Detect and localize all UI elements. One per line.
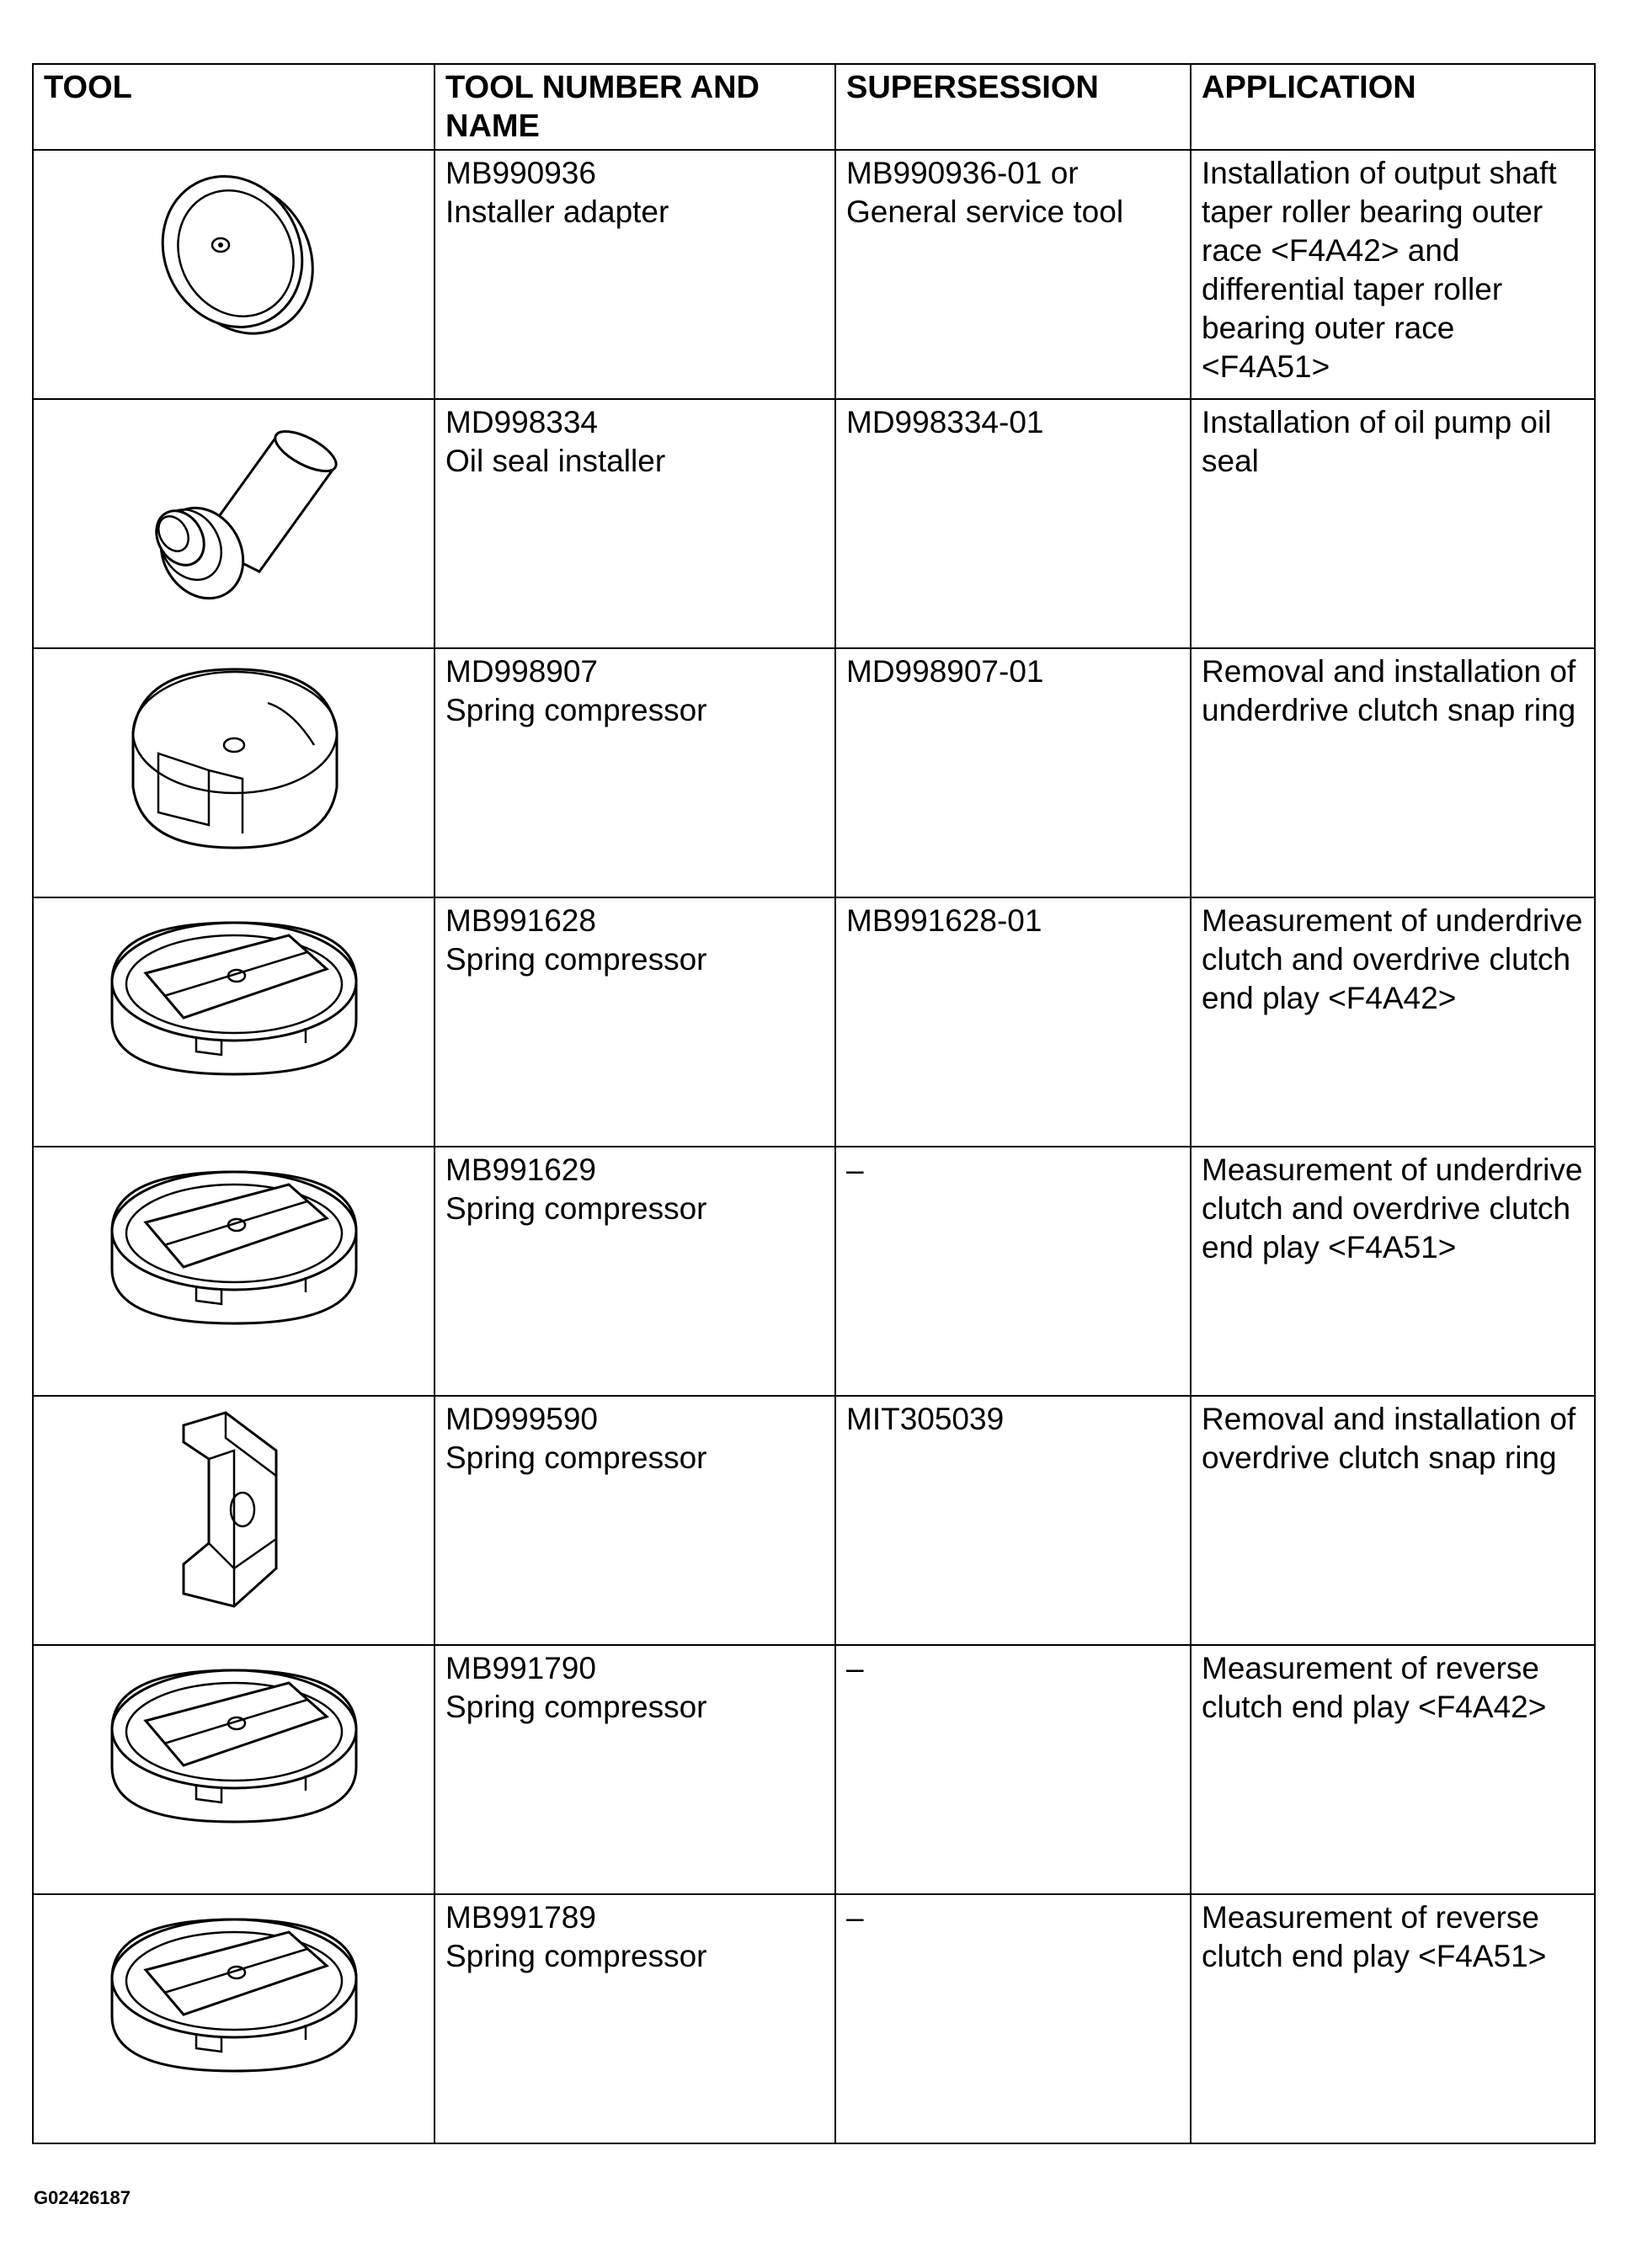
table-row <box>33 648 1595 897</box>
supersession-cell: MIT305039 <box>835 1396 1191 1645</box>
tool-number: MB991789 <box>445 1900 596 1935</box>
tool-name: Installer adapter <box>445 194 669 229</box>
tool-number: MB991628 <box>445 903 596 938</box>
spring-compressor-ring-icon <box>95 902 373 1087</box>
table-row <box>33 1396 1595 1645</box>
supersession-cell: MB991628-01 <box>835 897 1191 1147</box>
supersession-cell: MD998334-01 <box>835 399 1191 648</box>
tool-name: Spring compressor <box>445 1939 707 1973</box>
supersession-cell: – <box>835 1894 1191 2143</box>
table-row <box>33 897 1595 1147</box>
application-cell: Measurement of underdrive clutch and overdrive clutch end play <F4A51> <box>1191 1147 1595 1396</box>
tool-number: MD998907 <box>445 654 599 689</box>
application-cell: Measurement of reverse clutch end play <F4A51> <box>1191 1894 1595 2143</box>
spring-compressor-bracket-icon <box>150 1400 318 1619</box>
tool-name: Spring compressor <box>445 942 707 977</box>
tool-name: Oil seal installer <box>445 444 666 478</box>
header-supersession: SUPERSESSION <box>835 64 1191 150</box>
tool-name: Spring compressor <box>445 1690 707 1724</box>
application-cell: Installation of oil pump oil seal <box>1191 399 1595 648</box>
installer-adapter-icon <box>125 154 344 356</box>
header-tool-number: TOOL NUMBER AND NAME <box>434 64 835 150</box>
table-row <box>33 1894 1595 2143</box>
tool-number: MD999590 <box>445 1402 599 1436</box>
header-application: APPLICATION <box>1191 64 1595 150</box>
header-tool: TOOL <box>33 64 434 150</box>
spring-compressor-ring-icon <box>95 1151 373 1336</box>
application-cell: Measurement of underdrive clutch and overdrive clutch end play <F4A42> <box>1191 897 1595 1147</box>
tool-name: Spring compressor <box>445 1440 707 1475</box>
spring-compressor-notched-icon <box>108 652 360 854</box>
special-tools-table <box>32 63 1596 2144</box>
header-row <box>33 64 1595 150</box>
table-row <box>33 1147 1595 1396</box>
oil-seal-installer-icon <box>108 403 360 605</box>
table-row <box>33 150 1595 399</box>
table-row <box>33 1645 1595 1894</box>
supersession-cell: MD998907-01 <box>835 648 1191 897</box>
tool-number: MB991629 <box>445 1153 596 1187</box>
tool-name: Spring compressor <box>445 693 707 727</box>
application-cell: Measurement of reverse clutch end play <F4A42> <box>1191 1645 1595 1894</box>
supersession-cell: – <box>835 1645 1191 1894</box>
spring-compressor-ring-icon <box>95 1649 373 1834</box>
tool-number: MB990936 <box>445 156 596 190</box>
application-cell: Installation of output shaft taper roller bearing outer race <F4A42> and differential taper roller bearing outer race <F4A51> <box>1191 150 1595 399</box>
application-cell: Removal and installation of overdrive clutch snap ring <box>1191 1396 1595 1645</box>
table-row <box>33 399 1595 648</box>
tool-number: MD998334 <box>445 405 599 439</box>
tool-number: MB991790 <box>445 1651 596 1685</box>
tool-name: Spring compressor <box>445 1191 707 1226</box>
application-cell: Removal and installation of underdrive clutch snap ring <box>1191 648 1595 897</box>
supersession-cell: MB990936-01 or General service tool <box>835 150 1191 399</box>
supersession-cell: – <box>835 1147 1191 1396</box>
spring-compressor-ring-icon <box>95 1898 373 2084</box>
figure-id: G02426187 <box>34 2187 131 2208</box>
